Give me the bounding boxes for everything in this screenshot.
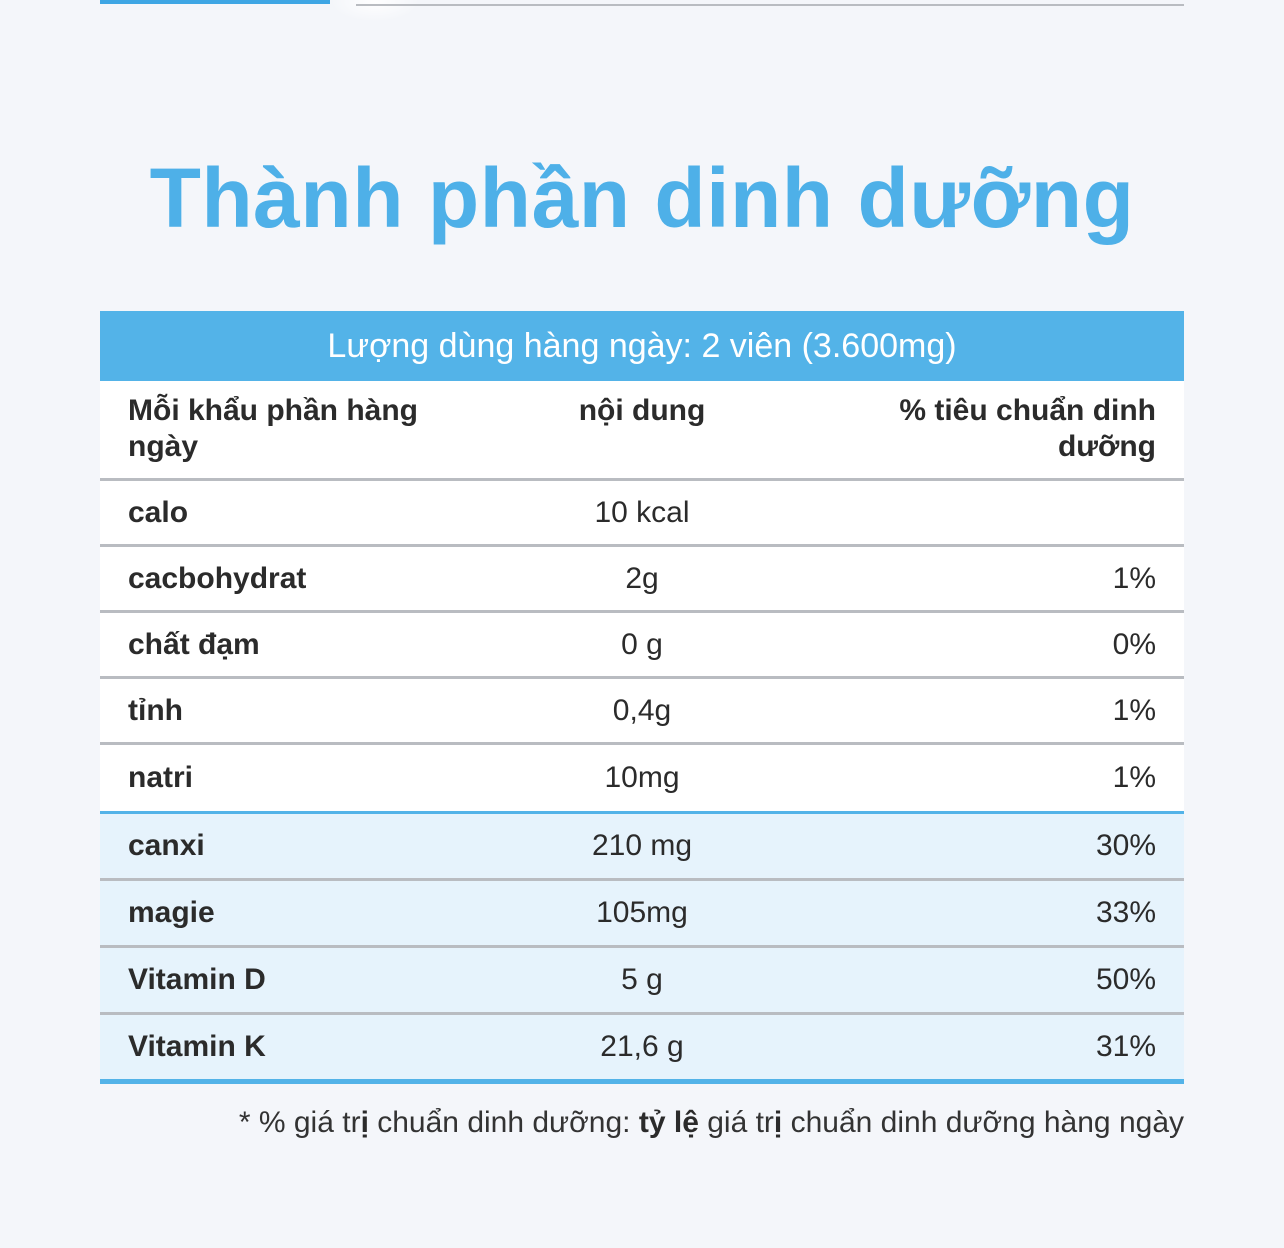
nutrient-amount: 10 kcal bbox=[594, 495, 690, 529]
table-row bbox=[100, 481, 1184, 547]
nutrient-name: calo bbox=[128, 495, 189, 529]
footnote bbox=[239, 1106, 1184, 1140]
top-divider bbox=[0, 0, 1284, 30]
table-row-highlight bbox=[100, 881, 1184, 948]
table-row bbox=[100, 547, 1184, 613]
table-row bbox=[100, 679, 1184, 745]
nutrient-name: magie bbox=[128, 896, 215, 929]
nutrient-name: natri bbox=[128, 761, 194, 794]
nutrient-percent: 30% bbox=[1095, 829, 1156, 862]
nutrition-table bbox=[100, 311, 1184, 1084]
table-row bbox=[100, 613, 1184, 679]
nutrient-amount: 2g bbox=[625, 561, 659, 595]
nutrient-percent: 31% bbox=[1095, 1030, 1156, 1063]
nutrient-percent: 50% bbox=[1095, 963, 1156, 996]
nutrient-amount: 0 g bbox=[621, 627, 663, 661]
serving-size-bar: Lượng dùng hàng ngày: 2 viên (3.600mg) bbox=[100, 311, 1184, 381]
top-gray-line bbox=[356, 4, 1184, 6]
table-header bbox=[100, 381, 1184, 481]
footnote-text-5: chuẩn dinh dưỡng hàng ngày bbox=[782, 1106, 1184, 1139]
nutrient-name: Vitamin K bbox=[128, 1030, 266, 1063]
nutrient-amount: 0,4g bbox=[612, 693, 672, 727]
table-row bbox=[100, 745, 1184, 811]
footnote-text-4: giá tr bbox=[698, 1106, 774, 1139]
table-row-highlight bbox=[100, 1015, 1184, 1084]
nutrient-percent: 1% bbox=[1112, 761, 1156, 794]
table-row-highlight bbox=[100, 811, 1184, 881]
nutrient-name: Vitamin D bbox=[128, 963, 266, 996]
footnote-text-1b: ị bbox=[360, 1106, 369, 1139]
nutrient-amount: 210 mg bbox=[591, 829, 693, 862]
nutrient-percent: 33% bbox=[1095, 896, 1156, 929]
nutrient-name: cacbohydrat bbox=[128, 561, 307, 595]
footnote-text-1: * % giá tr bbox=[238, 1106, 361, 1139]
header-daily-value: % tiêu chuẩn dinh dưỡng bbox=[899, 394, 1156, 463]
header-per-serving: Mỗi khẩu phần hàng ngày bbox=[128, 394, 418, 463]
nutrient-name: chất đạm bbox=[128, 627, 260, 661]
page-title: Thành phần dinh dưỡng bbox=[149, 151, 1135, 245]
nutrient-name: canxi bbox=[128, 829, 205, 862]
nutrient-amount: 105mg bbox=[596, 896, 688, 929]
nutrient-percent: 0% bbox=[1112, 627, 1156, 661]
header-content: nội dung bbox=[578, 394, 706, 427]
nutrient-amount: 10mg bbox=[604, 761, 680, 794]
nutrient-name: tỉnh bbox=[128, 693, 183, 727]
top-accent-line bbox=[100, 0, 330, 4]
table-row-highlight bbox=[100, 948, 1184, 1015]
nutrient-percent bbox=[856, 481, 1156, 544]
nutrient-percent: 1% bbox=[1112, 693, 1156, 727]
nutrient-percent: 1% bbox=[1112, 561, 1156, 595]
footnote-text-4b: ị bbox=[773, 1106, 783, 1139]
nutrient-amount: 5 g bbox=[621, 963, 663, 996]
footnote-text-2: chuẩn dinh dưỡng: bbox=[368, 1106, 639, 1139]
footnote-text-3: tỷ lệ bbox=[638, 1106, 699, 1139]
nutrient-amount: 21,6 g bbox=[600, 1030, 684, 1063]
